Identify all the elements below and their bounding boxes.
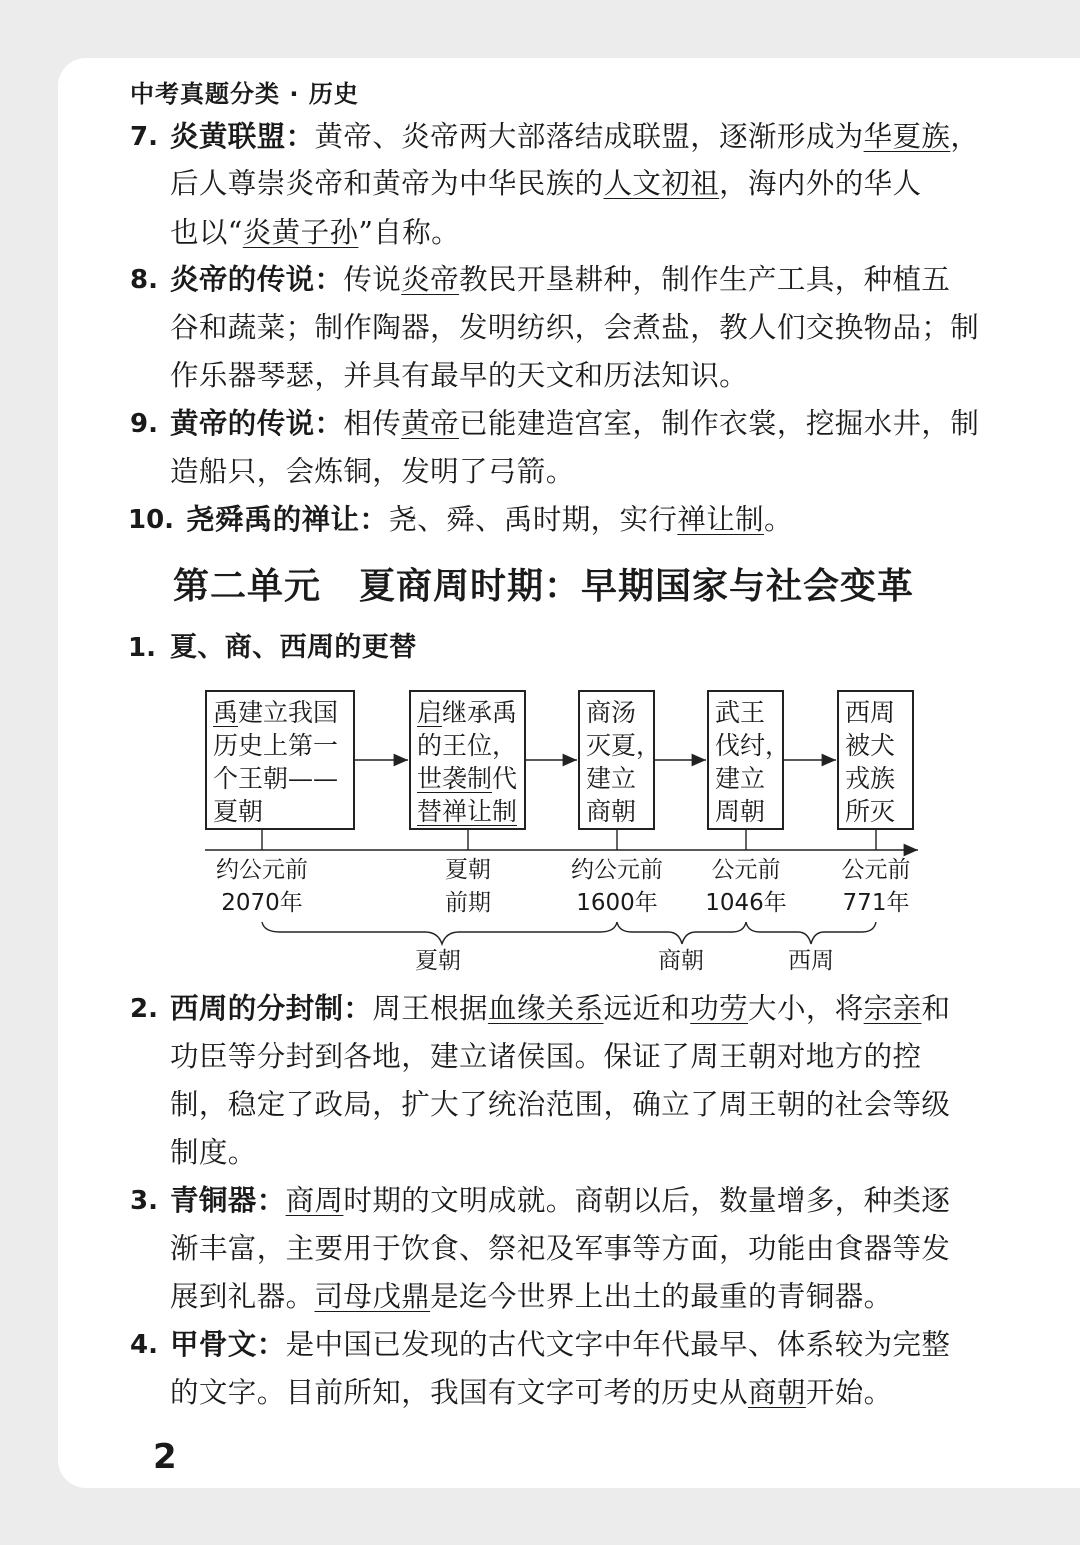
text-segment: 是中国已发现的古代文字中年代最早、体系较为完整 — [285, 1328, 951, 1361]
underlined-key-term: 炎黄子孙 — [242, 216, 359, 249]
timeline-event-box — [205, 690, 355, 830]
section-number: 1. — [128, 633, 156, 663]
text-segment: 建立我国 — [238, 698, 339, 727]
text-line — [170, 1277, 893, 1317]
timeline-event-box — [578, 690, 662, 830]
text-segment: 的文字。目前所知，我国有文字可考的历史从 — [170, 1376, 749, 1409]
text-line — [170, 1133, 257, 1173]
timeline-date-label — [192, 854, 332, 920]
text-line — [170, 356, 748, 396]
timeline-date-label — [806, 854, 946, 920]
underlined-key-term: 华夏族 — [863, 120, 951, 153]
item-number: 10. — [128, 505, 175, 535]
text-segment: 代 — [492, 764, 518, 793]
underlined-key-term: 禅让制 — [677, 503, 765, 536]
timeline-date-label — [676, 854, 816, 920]
box-line — [213, 696, 347, 729]
text-segment: 建立 — [715, 764, 766, 793]
unit-number: 第二单元 — [173, 566, 322, 607]
box-line — [715, 729, 791, 762]
item-number: 7. — [130, 122, 158, 152]
underlined-key-term: 炎帝 — [401, 263, 460, 296]
text-line — [170, 308, 979, 348]
box-line — [213, 762, 347, 795]
text-segment: 个王朝—— — [213, 764, 339, 793]
text-segment: 所灭 — [845, 797, 896, 826]
text-segment: 和 — [921, 992, 951, 1025]
date-label-line2: 2070年 — [221, 890, 303, 916]
box-line — [586, 696, 647, 729]
text-line — [170, 1229, 950, 1269]
text-segment: 周王根据 — [372, 992, 488, 1025]
text-segment: 渐丰富，主要用于饮食、祭祀及军事等方面，功能由食器等发 — [170, 1232, 951, 1265]
underlined-key-term: 功劳 — [690, 992, 749, 1025]
text-segment: ”自称。 — [358, 216, 461, 249]
item-number: 3. — [130, 1186, 158, 1216]
underlined-key-term: 禹 — [213, 698, 239, 727]
box-line — [417, 729, 518, 762]
underlined-key-term: 世袭制 — [417, 764, 493, 793]
timeline-date-label — [398, 854, 538, 920]
underlined-key-term: 替禅让制 — [417, 797, 518, 826]
item-term: 炎帝的传说： — [170, 263, 344, 296]
text-segment: 远近和 — [603, 992, 691, 1025]
text-segment: 传说 — [343, 263, 402, 296]
box-line — [417, 696, 518, 729]
timeline-event-box — [707, 690, 791, 830]
box-line — [417, 795, 518, 828]
item-term: 黄帝的传说： — [170, 407, 344, 440]
box-line — [845, 795, 906, 828]
item-term: 甲骨文： — [170, 1328, 286, 1361]
text-segment: 制度。 — [170, 1136, 257, 1169]
text-line — [170, 260, 950, 300]
text-line — [170, 1037, 921, 1077]
box-line — [845, 696, 906, 729]
text-segment: 尧、舜、禹时期，实行 — [388, 503, 678, 536]
text-segment: ， — [950, 120, 980, 153]
section-heading: 夏、商、西周的更替 — [170, 632, 417, 663]
box-line — [417, 762, 518, 795]
date-label-line2: 771年 — [842, 890, 910, 916]
running-header: 中考真题分类 · 历史 — [130, 80, 359, 108]
timeline-event-box — [837, 690, 914, 830]
text-segment: 黄帝、炎帝两大部落结成联盟，逐渐形成为 — [314, 120, 864, 153]
timeline-date-label — [547, 854, 687, 920]
date-label-line1: 公元前 — [841, 857, 911, 883]
text-segment: 也以“ — [170, 216, 243, 249]
box-line — [586, 795, 647, 828]
dynasty-period-label: 西周 — [788, 948, 834, 974]
text-segment: 西周 — [845, 698, 896, 727]
date-label-line1: 约公元前 — [571, 857, 663, 883]
dynasty-period-label: 夏朝 — [415, 948, 461, 974]
item-term: 西周的分封制： — [170, 992, 373, 1025]
text-segment: 灭夏， — [586, 731, 662, 760]
text-segment: 历史上第一 — [213, 731, 339, 760]
underlined-key-term: 启 — [417, 698, 443, 727]
text-line — [170, 1325, 950, 1365]
text-segment: 功臣等分封到各地，建立诸侯国。保证了周王朝对地方的控 — [170, 1040, 922, 1073]
text-segment: 大小，将 — [748, 992, 864, 1025]
text-line — [170, 164, 921, 204]
date-label-line2: 1600年 — [576, 890, 658, 916]
item-term: 炎黄联盟： — [170, 120, 315, 153]
date-label-line1: 夏朝 — [445, 857, 491, 883]
underlined-key-term: 司母戊鼎 — [314, 1280, 431, 1313]
box-line — [715, 696, 776, 729]
page-number: 2 — [153, 1437, 177, 1477]
box-line — [715, 762, 776, 795]
text-segment: 谷和蔬菜；制作陶器，发明纺织，会煮盐，教人们交换物品；制 — [170, 311, 980, 344]
text-segment: 商朝 — [586, 797, 637, 826]
underlined-key-term: 血缘关系 — [487, 992, 604, 1025]
text-segment: 后人尊崇炎帝和黄帝为中华民族的 — [170, 167, 604, 200]
text-segment: 教民开垦耕种，制作生产工具，种植五 — [459, 263, 951, 296]
unit-name: 夏商周时期：早期国家与社会变革 — [359, 566, 915, 607]
underlined-key-term: 宗亲 — [863, 992, 922, 1025]
text-segment: 继承禹 — [442, 698, 518, 727]
item-number: 4. — [130, 1330, 158, 1360]
text-segment: 建立 — [586, 764, 637, 793]
item-number: 2. — [130, 994, 158, 1024]
item-number: 8. — [130, 265, 158, 295]
text-segment: 的王位， — [417, 731, 518, 760]
text-line — [170, 1181, 950, 1221]
underlined-key-term: 人文初祖 — [603, 167, 720, 200]
text-line — [170, 117, 979, 157]
text-segment: 戎族 — [845, 764, 896, 793]
text-segment: 伐纣， — [715, 731, 791, 760]
text-line — [170, 213, 460, 253]
box-line — [213, 795, 347, 828]
text-segment: 。 — [764, 503, 793, 536]
box-line — [586, 762, 647, 795]
date-label-line1: 约公元前 — [216, 857, 308, 883]
text-segment: 是迄今世界上出土的最重的青铜器。 — [430, 1280, 893, 1313]
text-segment: 被犬 — [845, 731, 896, 760]
text-line — [170, 452, 575, 492]
unit-title — [173, 558, 914, 609]
box-line — [213, 729, 347, 762]
date-label-line1: 公元前 — [711, 857, 781, 883]
text-line — [186, 500, 793, 540]
item-term: 青铜器： — [170, 1184, 286, 1217]
text-segment: 时期的文明成就。商朝以后，数量增多，种类逐 — [343, 1184, 951, 1217]
text-line — [170, 989, 950, 1029]
text-segment: 武王 — [715, 698, 766, 727]
item-number: 9. — [130, 409, 158, 439]
text-segment: 商汤 — [586, 698, 637, 727]
underlined-key-term: 商周 — [285, 1184, 344, 1217]
text-segment: 相传 — [343, 407, 402, 440]
text-segment: ，海内外的华人 — [719, 167, 922, 200]
text-segment: 夏朝 — [213, 797, 264, 826]
box-line — [715, 795, 776, 828]
text-line — [170, 1373, 893, 1413]
text-segment: 制，稳定了政局，扩大了统治范围，确立了周王朝的社会等级 — [170, 1088, 951, 1121]
underlined-key-term: 商朝 — [748, 1376, 806, 1409]
text-line — [170, 1085, 950, 1125]
date-label-line2: 1046年 — [705, 890, 787, 916]
item-term: 尧舜禹的禅让： — [186, 503, 389, 536]
date-label-line2: 前期 — [445, 890, 491, 916]
box-line — [586, 729, 662, 762]
text-segment: 开始。 — [805, 1376, 893, 1409]
box-line — [845, 762, 906, 795]
text-segment: 造船只，会炼铜，发明了弓箭。 — [170, 455, 575, 488]
underlined-key-term: 黄帝 — [401, 407, 460, 440]
dynasty-period-label: 商朝 — [658, 948, 704, 974]
text-segment: 周朝 — [715, 797, 766, 826]
text-segment: 作乐器琴瑟，并具有最早的天文和历法知识。 — [170, 359, 749, 392]
text-line — [170, 404, 979, 444]
timeline-event-box — [409, 690, 526, 830]
text-segment: 已能建造宫室，制作衣裳，挖掘水井，制 — [459, 407, 980, 440]
box-line — [845, 729, 906, 762]
text-segment: 展到礼器。 — [170, 1280, 315, 1313]
